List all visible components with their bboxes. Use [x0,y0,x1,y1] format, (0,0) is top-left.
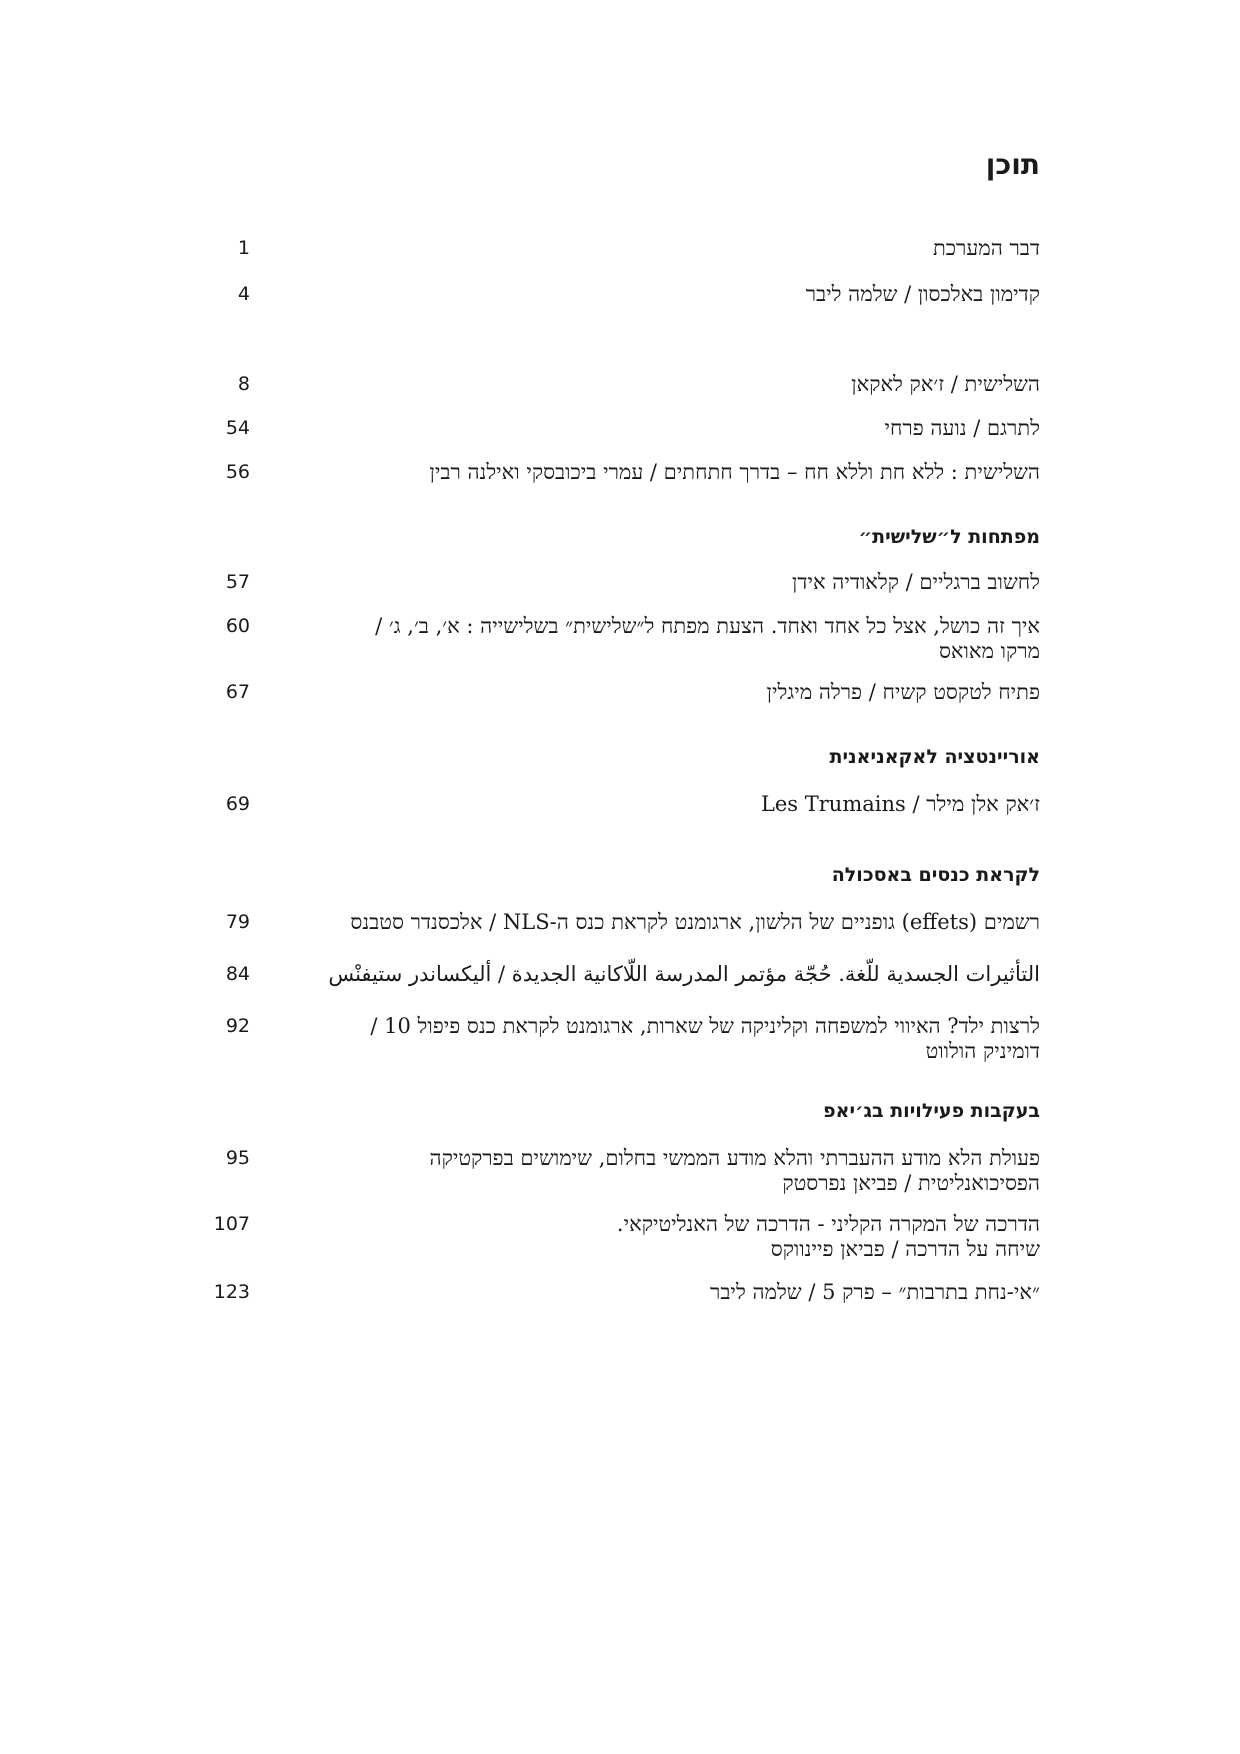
entry-title: דבר המערכת [932,236,1040,260]
page-number: 92 [225,1015,250,1037]
page-number: 69 [225,793,250,815]
page-number: 57 [225,571,250,593]
section-heading: מפתחות ל״שלישית״ [858,526,1040,548]
entry-title: רשמים (effets) גופניים של הלשון, ארגומנט לקראת כנס ה-NLS / אלכסנדר סטבנס [350,910,1040,934]
page-number: 123 [213,1281,250,1303]
entry-title: לחשוב ברגליים / קלאודיה אידן [792,570,1040,594]
page-number: 79 [225,911,250,933]
page-number: 107 [213,1213,250,1235]
page-number: 67 [225,681,250,703]
page-number: 84 [225,963,250,985]
page-number: 56 [225,461,250,483]
entry-title: לרצות ילד? האיווי למשפחה וקליניקה של שארות, ארגומנט לקראת כנס פיפול 10 / דומיניק הולווט [370,1014,1040,1063]
page-number: 54 [225,417,250,439]
entry-title: קדימון באלכסון / שלמה ליבר [805,282,1040,306]
entry-title: לתרגם / נועה פרחי [884,416,1040,440]
page-number: 60 [225,615,250,637]
entry-title: איך זה כושל, אצל כל אחד ואחד. הצעת מפתח ל״שלישית״ בשלישייה : א׳, ב׳, ג׳ / מרקו מאואס [375,614,1040,663]
entry-title: פעולת הלא מודע ההעברתי והלא מודע הממשי בחלום, שימושים בפרקטיקה הפסיכואנליטית / פביאן נפרסטק [429,1146,1040,1195]
page-number: 8 [237,373,250,395]
section-heading: אוריינטציה לאקאניאנית [829,746,1040,768]
entry-title: השלישית / ז׳אק לאקאן [851,372,1040,396]
page-number: 95 [225,1147,250,1169]
section-heading: בעקבות פעילויות בג׳יאפ [823,1100,1040,1122]
entry-title: التأثيرات الجسدية للّغة. حُجّة مؤتمر المدرسة اللّاكانية الجديدة / أليكساندر ستيفنْس [328,962,1040,986]
page-number: 1 [237,237,250,259]
entry-title: השלישית : ללא חת וללא חח – בדרך חתחתים / עמרי ביכובסקי ואילנה רבין [429,460,1040,484]
section-heading: לקראת כנסים באסכולה [831,864,1040,886]
entry-title: Les Trumains / ז׳אק אלן מילר [760,792,1040,816]
page-number: 4 [237,283,250,305]
entry-title: הדרכה של המקרה הקליני - הדרכה של האנליטיקאי. שיחה על הדרכה / פביאן פיינווקס [616,1212,1040,1261]
entry-title: ״אי-נחת בתרבות״ – פרק 5 / שלמה ליבר [710,1280,1040,1304]
entry-title: פתיח לטקסט קשיח / פרלה מיגלין [766,680,1040,704]
page-title: תוכן [985,148,1040,181]
